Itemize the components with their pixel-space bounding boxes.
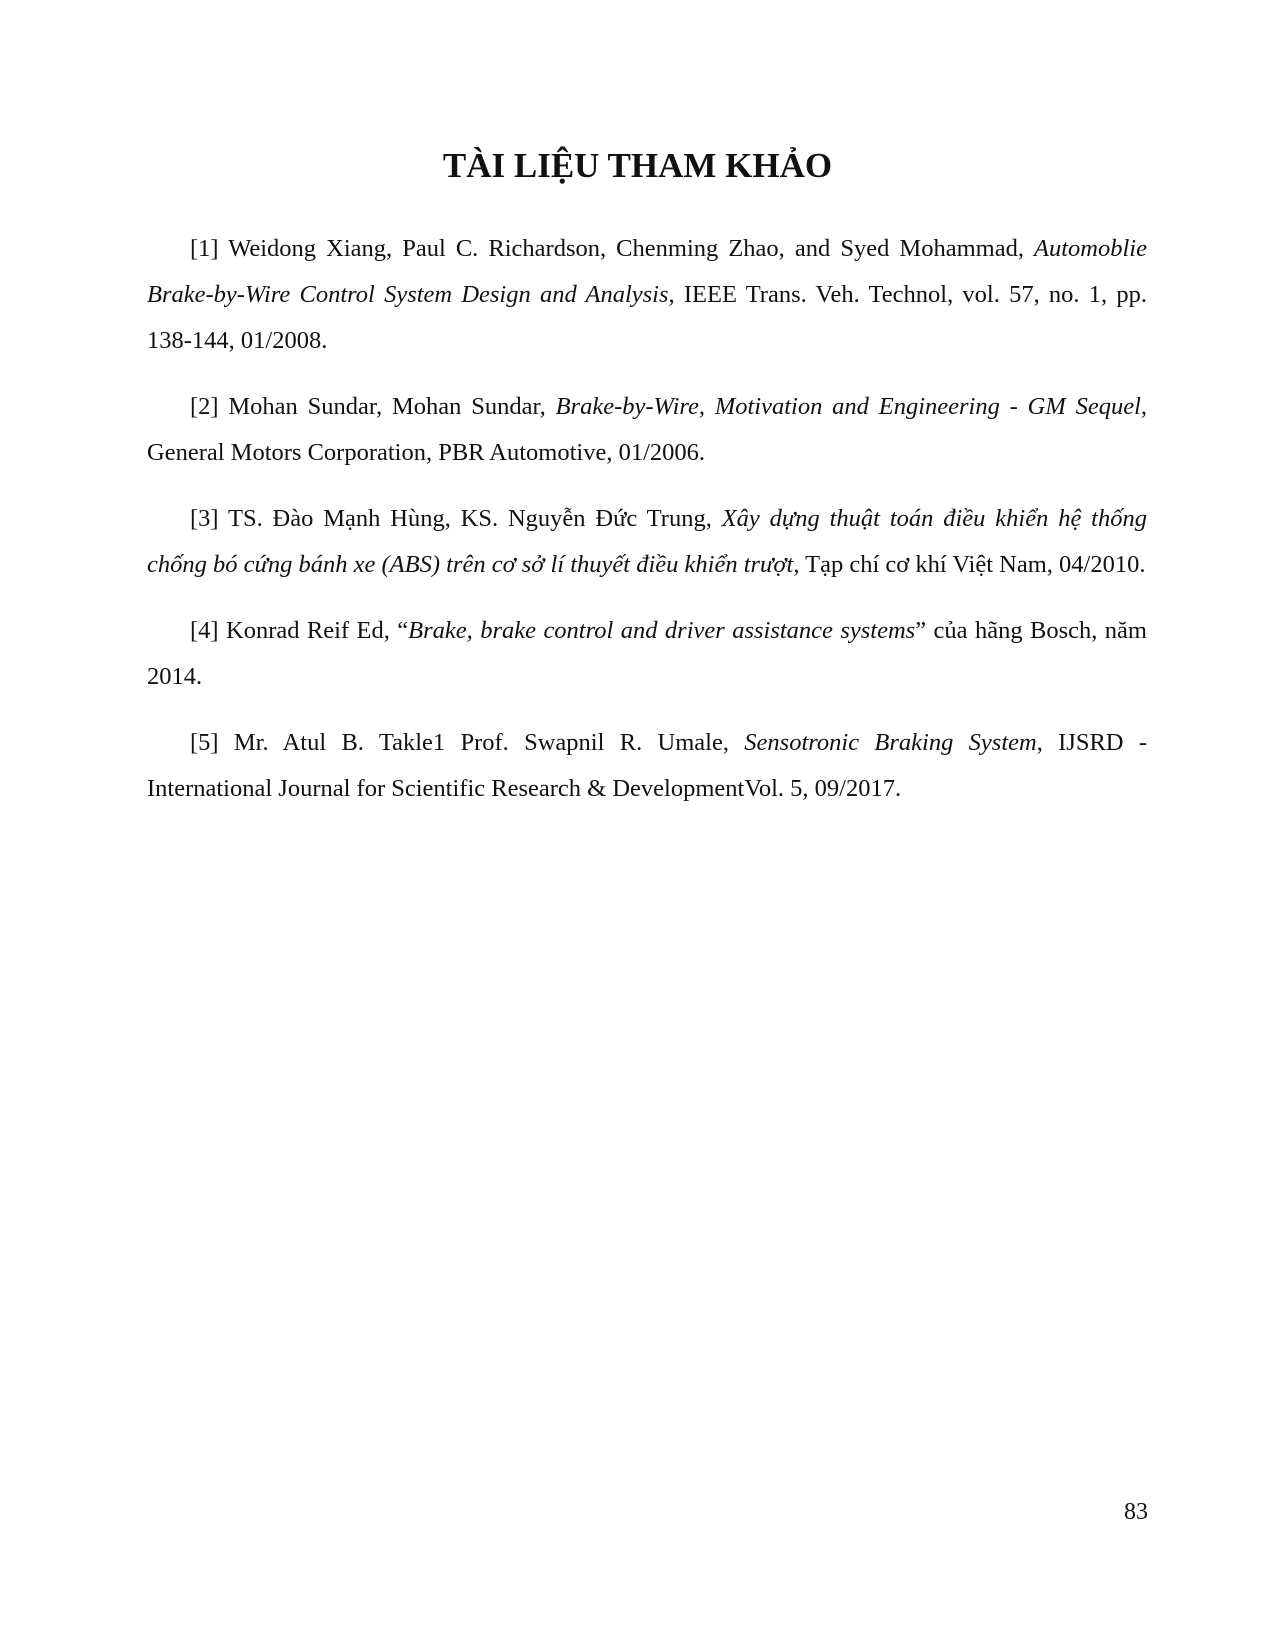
reference-2-title: Brake-by-Wire, Motivation and Engineering - GM Sequel	[555, 393, 1141, 420]
reference-2-source: , General Motors Corporation, PBR Automotive, 01/2006.	[147, 393, 1147, 466]
reference-item-5	[147, 720, 1147, 812]
reference-3-source: , Tạp chí cơ khí Việt Nam, 04/2010.	[793, 551, 1146, 578]
page-title: TÀI LIỆU THAM KHẢO	[442, 146, 833, 185]
reference-item-1	[147, 226, 1147, 364]
reference-3-authors: [3] TS. Đào Mạnh Hùng, KS. Nguyễn Đức Trung,	[190, 505, 722, 532]
reference-5-source: , IJSRD - International Journal for Scientific Research & DevelopmentVol. 5, 09/2017.	[147, 729, 1147, 802]
reference-4-source: ” của hãng Bosch, năm 2014.	[147, 617, 1147, 690]
reference-5-title: Sensotronic Braking System	[744, 729, 1037, 756]
reference-2-authors: [2] Mohan Sundar, Mohan Sundar,	[190, 393, 556, 420]
reference-list	[147, 226, 1147, 832]
reference-1-source: , IEEE Trans. Veh. Technol, vol. 57, no. 1, pp. 138-144, 01/2008.	[147, 281, 1147, 354]
reference-1-title: Automoblie Brake-by-Wire Control System Design and Analysis	[147, 235, 1147, 308]
reference-item-4	[147, 608, 1147, 700]
reference-4-authors: [4] Konrad Reif Ed, “	[190, 617, 409, 644]
reference-item-2	[147, 384, 1147, 476]
reference-4-title: Brake, brake control and driver assistance systems	[408, 617, 916, 644]
reference-1-authors: [1] Weidong Xiang, Paul C. Richardson, Chenming Zhao, and Syed Mohammad,	[190, 235, 1035, 262]
reference-3-title: Xây dựng thuật toán điều khiển hệ thống chống bó cứng bánh xe (ABS) trên cơ sở lí thuyết điều khiển trượt	[147, 505, 1147, 578]
reference-5-authors: [5] Mr. Atul B. Takle1 Prof. Swapnil R. Umale,	[190, 729, 745, 756]
reference-item-3	[147, 496, 1147, 588]
page-number: 83	[1124, 1499, 1148, 1525]
